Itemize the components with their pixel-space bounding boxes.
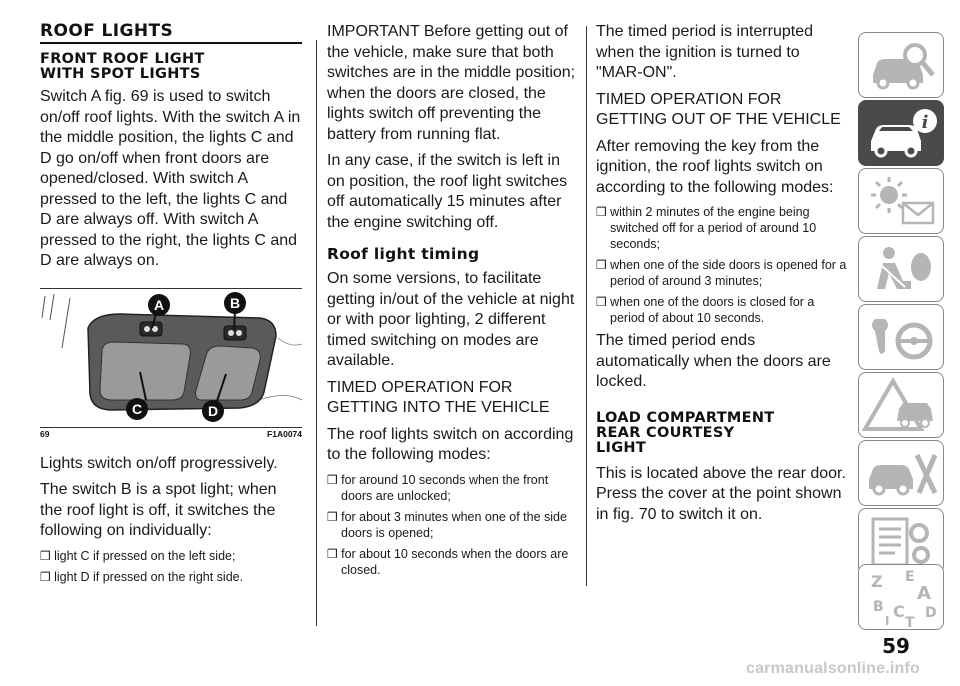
airbag-passenger-icon: [859, 237, 945, 303]
subheading-front-roof-light: FRONT ROOF LIGHT WITH SPOT LIGHTS: [40, 51, 205, 82]
callout-a: A: [148, 294, 170, 316]
paragraph-important: IMPORTANT Before getting out of the vehicle, make sure that both switches are in the middle position; when the doors are closed, the lights switch off preventing the battery from running flat.: [327, 23, 576, 143]
callout-c: C: [126, 398, 148, 420]
column-3: [596, 22, 848, 531]
index-letter: I: [885, 614, 890, 628]
svg-text:i: i: [921, 112, 929, 133]
column-2: [327, 22, 579, 583]
paragraph-modes-out: After removing the key from the ignition, the roof lights switch on according to the following modes:: [596, 137, 834, 196]
column-divider-2: [586, 26, 587, 586]
warning-light-envelope-icon: [859, 169, 945, 235]
list-item: ❒ light D if pressed on the right side.: [40, 569, 244, 584]
tab-car-tools[interactable]: [858, 440, 944, 506]
tab-car-info[interactable]: [858, 100, 944, 166]
list-item: ❒ for about 3 minutes when one of the side doors is opened;: [327, 509, 567, 540]
figure-bottom-rule: [40, 427, 302, 428]
index-letter: D: [925, 605, 937, 621]
callout-b: B: [224, 292, 246, 314]
paragraph-progressive: Lights switch on/off progressively.: [40, 454, 278, 472]
index-letter: B: [873, 599, 884, 615]
list-item: ❒ when one of the doors is closed for a period of about 10 seconds.: [596, 295, 815, 325]
watermark[interactable]: carmanualsonline.info: [745, 660, 920, 677]
list-item: ❒ for about 10 seconds when the doors are closed.: [327, 546, 569, 577]
tab-warning-lights[interactable]: [858, 168, 944, 234]
car-magnifier-icon: [859, 33, 945, 99]
paragraph-versions: On some versions, to facilitate getting in/out of the vehicle at night or with poor lighting, 2 different timed switching on modes are available.: [327, 270, 575, 369]
callout-d: D: [202, 400, 224, 422]
paragraph-switch-a: Switch A fig. 69 is used to switch on/off roof lights. With the switch A in the middle position, the lights C and D go on/off when front doors are opened/closed. With switch A pressed to the left, the lights C and D are always off. With switch A pressed to the right, the lights C and D are always on.: [40, 88, 301, 269]
figure-69: [40, 288, 302, 438]
list-item: ❒ for around 10 seconds when the front doors are unlocked;: [327, 472, 549, 503]
figure-code: F1A0074: [267, 428, 302, 439]
figure-caption: [40, 429, 302, 441]
tab-alphabet-index[interactable]: [858, 564, 944, 630]
index-letter: A: [917, 583, 931, 604]
list-item: ❒ light C if pressed on the left side;: [40, 548, 236, 563]
index-letter: Z: [871, 572, 883, 591]
roof-light-illustration: [40, 288, 302, 428]
alphabet-index-icon: [859, 565, 945, 631]
tab-warning-triangle[interactable]: [858, 372, 944, 438]
paragraph-period-ends: The timed period ends automatically when the doors are locked.: [596, 332, 831, 390]
section-title: ROOF LIGHTS: [40, 21, 174, 41]
paragraph-interrupted: The timed period is interrupted when the ignition is turned to "MAR-ON".: [596, 23, 813, 81]
paragraph-modes-in: The roof lights switch on according to the following modes:: [327, 425, 574, 463]
paragraph-switch-b: The switch B is a spot light; when the roof light is off, it switches the following on individually:: [40, 481, 277, 539]
list-item: ❒ when one of the side doors is opened for a period of around 3 minutes;: [596, 258, 847, 288]
car-tools-icon: [859, 441, 945, 507]
list-item: ❒ within 2 minutes of the engine being switched off for a period of around 10 seconds;: [596, 205, 817, 251]
tab-airbag[interactable]: [858, 236, 944, 302]
figure-top-rule: [40, 288, 302, 289]
tab-steering-spanner[interactable]: [858, 304, 944, 370]
index-letter: T: [905, 615, 915, 631]
title-underline: [40, 42, 302, 44]
index-letter: E: [905, 569, 915, 585]
steering-wheel-spanner-icon: [859, 305, 945, 371]
index-letter: C: [893, 602, 905, 621]
column-divider-1: [316, 40, 317, 626]
paragraph-timed-getting-out: TIMED OPERATION FOR GETTING OUT OF THE VEHICLE: [596, 90, 841, 128]
tab-car-magnifier[interactable]: [858, 32, 944, 98]
subheading-load-compartment: LOAD COMPARTMENT REAR COURTESY LIGHT: [596, 409, 775, 456]
subheading-roof-light-timing: Roof light timing: [327, 245, 480, 263]
column-1: [40, 22, 302, 590]
paragraph-timed-getting-in: TIMED OPERATION FOR GETTING INTO THE VEHICLE: [327, 378, 550, 416]
paragraph-auto-off: In any case, if the switch is left in on position, the roof light switches off automatically 15 minutes after the engine switching off.: [327, 152, 568, 231]
figure-number: 69: [40, 428, 50, 439]
car-info-icon: [859, 101, 945, 167]
warning-triangle-car-icon: [859, 373, 945, 439]
paragraph-rear-door: This is located above the rear door. Press the cover at the point shown in fig. 70 to switch it on.: [596, 464, 846, 523]
page-number: 59: [882, 634, 910, 658]
